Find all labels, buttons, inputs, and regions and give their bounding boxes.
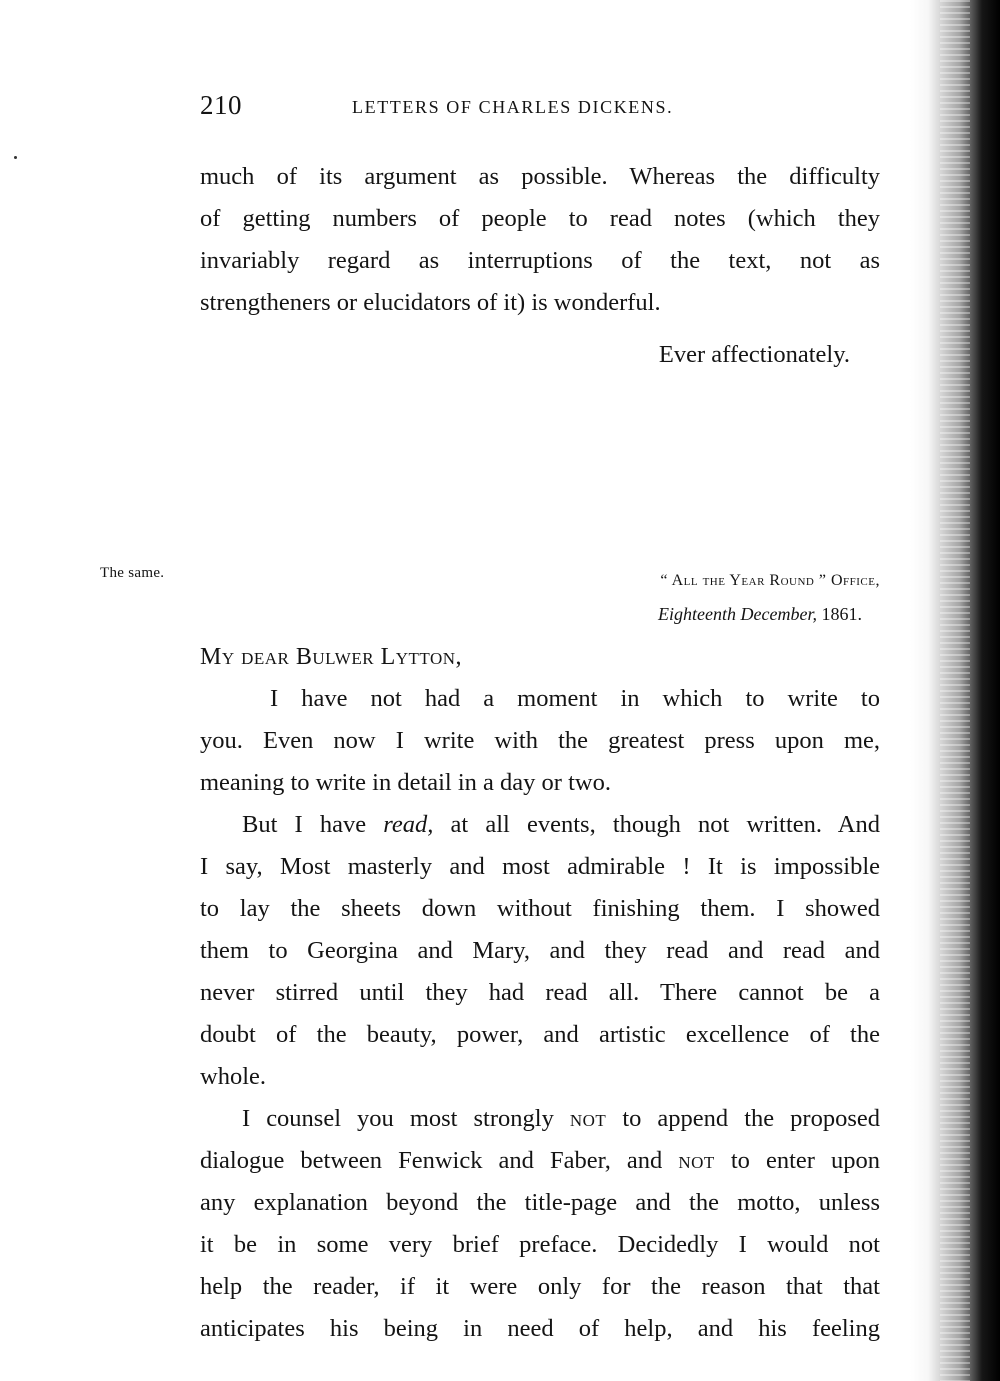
text-line <box>200 1098 880 1140</box>
margin-note: The same. <box>100 565 165 581</box>
text-line: of getting numbers of people to read notes (which they <box>200 205 880 232</box>
text-line: whole. <box>200 1063 266 1090</box>
text-line: meaning to write in detail in a day or two. <box>200 769 611 796</box>
text-line: to lay the sheets down without finishing them. I showed <box>200 895 880 922</box>
running-head <box>200 90 880 126</box>
page-edge-texture <box>940 0 970 1381</box>
text-line: you. Even now I write with the greatest press upon me, <box>200 727 880 754</box>
text-run: to append the proposed <box>606 1105 880 1132</box>
letter-date-text: Eighteenth December, <box>658 604 817 624</box>
text-line: much of its argument as possible. Whereas the difficulty <box>200 163 880 190</box>
small-caps-run: not <box>569 1105 607 1132</box>
emphasis-run: read, <box>383 811 434 838</box>
text-line <box>200 1140 880 1182</box>
scan-speck <box>14 156 17 159</box>
letter-date <box>658 604 862 625</box>
running-title: LETTERS OF CHARLES DICKENS. <box>352 97 674 117</box>
text-line: doubt of the beauty, power, and artistic excellence of the <box>200 1021 880 1048</box>
letter-date-year: 1861. <box>817 604 862 624</box>
letter-one-closing: Ever affectionately. <box>658 341 850 368</box>
text-run: dialogue between Fenwick and Faber, and <box>200 1147 679 1174</box>
page-number: 210 <box>200 90 242 120</box>
text-line: invariably regard as interruptions of the text, not as <box>200 247 880 274</box>
text-line: it be in some very brief preface. Decidedly I would not <box>200 1231 880 1258</box>
text-line: anticipates his being in need of help, and his feeling <box>200 1315 880 1342</box>
text-line <box>200 804 880 846</box>
text-line: any explanation beyond the title-page and the motto, unless <box>200 1189 880 1216</box>
text-line: I have not had a moment in which to write to <box>270 685 880 712</box>
text-run: I counsel you most strongly <box>242 1105 570 1132</box>
text-line: them to Georgina and Mary, and they read and read and <box>200 937 880 964</box>
text-run: But I have <box>242 811 384 838</box>
letter-address: “ All the Year Round ” Office, <box>660 572 880 589</box>
text-line: I say, Most masterly and most admirable ! It is impossible <box>200 853 880 880</box>
letter-two-body <box>200 678 880 1350</box>
text-line: help the reader, if it were only for the reason that that <box>200 1273 880 1300</box>
salutation: My dear Bulwer Lytton, <box>200 644 463 670</box>
text-run: at all events, though not written. And <box>433 811 880 838</box>
text-line: strengtheners or elucidators of it) is wonderful. <box>200 289 661 316</box>
letter-one-body <box>200 156 880 324</box>
text-run: to enter upon <box>714 1147 880 1174</box>
text-line: never stirred until they had read all. There cannot be a <box>200 979 880 1006</box>
small-caps-run: not <box>678 1147 715 1174</box>
